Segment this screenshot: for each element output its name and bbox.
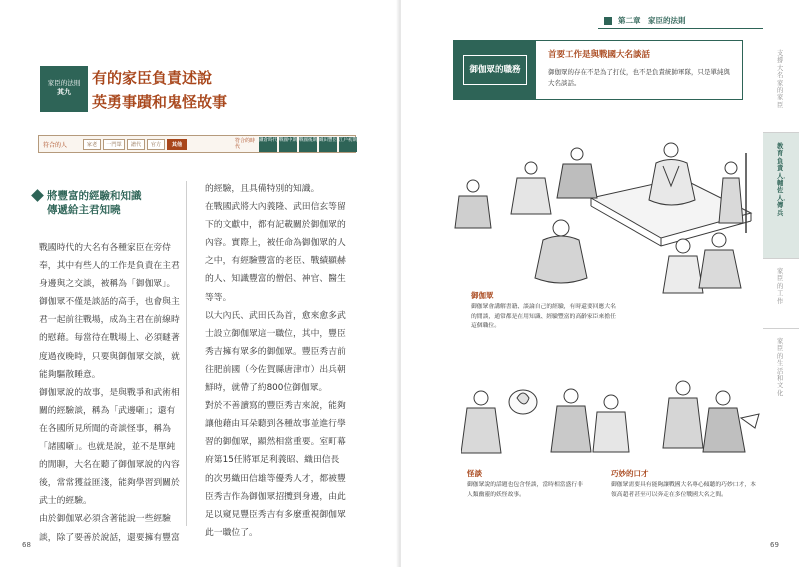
rule-badge-line1: 家臣的法則	[47, 79, 81, 87]
paragraph: 對於不善讀寫的豐臣秀吉來說，能夠讓他藉由耳朵聽到各種故事並進行學習的御伽眾，顯然相當重要。室町幕府第15任將軍足利義昭、織田信長的次男織田信雄等優秀人才，都被豐臣秀吉作為御伽眾招攬到身邊，由此足以窺見豐臣秀吉有多麼重視御伽眾此一職位了。	[205, 401, 346, 538]
square-icon	[604, 17, 612, 25]
chapter-side-tabs	[763, 40, 799, 510]
tag-other: 其他	[167, 139, 187, 150]
times-label: 符合的時代	[235, 138, 256, 150]
era-oda-toyotomi: 織田豐臣	[319, 137, 337, 152]
body-column-2	[205, 180, 347, 542]
paragraph: 由於御伽眾必須含著能說一些經驗談，除了要善於說話，還要擁有豐富	[39, 514, 180, 543]
role-box-description: 御伽眾的存在不是為了打仗，也不是負責統帥軍隊，只是單純與大名談話。	[548, 68, 730, 87]
storytelling-illustration	[461, 368, 761, 463]
caption-text-kaidan: 御伽眾說的話題也包含怪談，當時相當盛行非人類幽靈的妖怪故事。	[467, 482, 583, 498]
paragraph: 御伽眾說的故事，是與戰爭和武術相關的經驗談，稱為「武邊噺」；還有在各國所見所聞的奇談怪事，稱為「諸國噺」。也就是說，並不是單純的閒聊，大名在聽了御伽眾說的內容後，常常獲益匪淺，能夠學習到關於武士的經驗。	[39, 387, 180, 507]
era-sengoku-late: 戰國後期	[299, 137, 317, 152]
caption-title-eloquence: 巧妙的口才	[611, 469, 649, 478]
paragraph: 在戰國武將大內義隆、武田信玄等留下的文獻中，都有記載關於御伽眾的內容。實際上，被任命為御伽眾的人之中，有經驗豐富的老臣、戰績顯赫的人、知識豐富的僧侶、神官、醫生等等。	[205, 202, 346, 303]
paragraph: 戰國時代的大名有各種家臣在旁侍奉，其中有些人的工作是負責在主君身邊與之交談，被稱為「御伽眾」。	[39, 243, 180, 290]
paragraph: 的經驗，且具備特別的知識。	[205, 184, 320, 194]
role-box	[453, 40, 743, 100]
era-edo-early: 江戶初期	[339, 137, 357, 152]
tag-official: 官方	[147, 139, 165, 150]
subhead-line-1: 將豐富的經驗和知識	[47, 190, 142, 202]
paragraph: 御伽眾不僅是談話的高手，也會與主君一起前往戰場，成為主君在前線時的慰藉。每當待在戰場上、必須瞇著度過夜晚時，只要與御伽眾交談，就能夠驅散睡意。	[39, 297, 180, 380]
era-sengoku-mid: 戰國中期	[279, 137, 297, 152]
caption-title-otogishu: 御伽眾	[471, 291, 494, 300]
right-page	[401, 0, 799, 567]
column-divider	[186, 181, 187, 526]
role-box-title: 首要工作是與戰國大名談話	[548, 50, 651, 60]
paragraph: 以大內氏、武田氏為首，愈來愈多武士設立御伽眾這一職位，其中，豐臣秀吉擁有眾多的御伽眾。豐臣秀吉前往肥前國（今佐賀縣唐津市）出兵朝鮮時，就帶了約800位御伽眾。	[205, 310, 346, 394]
court-scene-illustration	[451, 128, 761, 298]
page-title	[92, 66, 227, 114]
title-line-1: 有的家臣負責述說	[92, 69, 213, 87]
role-box-heading: 御伽眾的職務	[463, 55, 527, 85]
era-kamakura: 鎌倉時代	[259, 137, 277, 152]
caption-text-otogishu: 御伽眾會講解書籍、談論自己的經驗，有時還要回應大名的閒談，通常都是在用知識、經驗豐富的高齡家臣來擔任這個職位。	[471, 304, 616, 329]
side-tab-life: 家臣的生活和文化	[777, 338, 784, 397]
tags-label: 符合的人	[43, 142, 68, 149]
tag-fudai: 譜代	[127, 139, 145, 150]
side-tab-work: 家臣的工作	[777, 268, 784, 305]
rule-badge-line2: 其九	[57, 88, 71, 96]
page-number: 68	[22, 541, 31, 549]
rule-badge	[40, 66, 88, 112]
chapter-title: 第二章 家臣的法則	[618, 16, 686, 25]
title-line-2: 英勇事蹟和鬼怪故事	[92, 93, 228, 111]
diamond-icon	[31, 189, 44, 202]
chapter-header	[598, 13, 763, 29]
tag-karo: 家老	[83, 139, 101, 150]
left-page	[0, 0, 398, 567]
applicability-bar	[38, 135, 356, 153]
caption-title-kaidan: 怪談	[467, 469, 482, 478]
page-number: 69	[770, 541, 779, 549]
side-tab-education: 教育負責人．輔佐人．傳兵	[777, 143, 790, 217]
side-tab-separator	[763, 258, 799, 259]
role-box-header	[454, 41, 536, 99]
caption-text-eloquence: 御伽眾需要具有能夠讓戰國大名專心傾聽的巧妙口才，本領高超者甚至可以奔走在多位戰國大名之間。	[611, 482, 756, 498]
side-tab-retainers: 支撐大名家的家臣	[777, 50, 784, 109]
tag-ichimonshu: 一門眾	[103, 139, 125, 150]
side-tab-separator	[763, 132, 799, 133]
side-tab-separator	[763, 328, 799, 329]
subhead-line-2: 傳遞給主君知曉	[47, 204, 121, 216]
body-column-1	[39, 239, 181, 547]
